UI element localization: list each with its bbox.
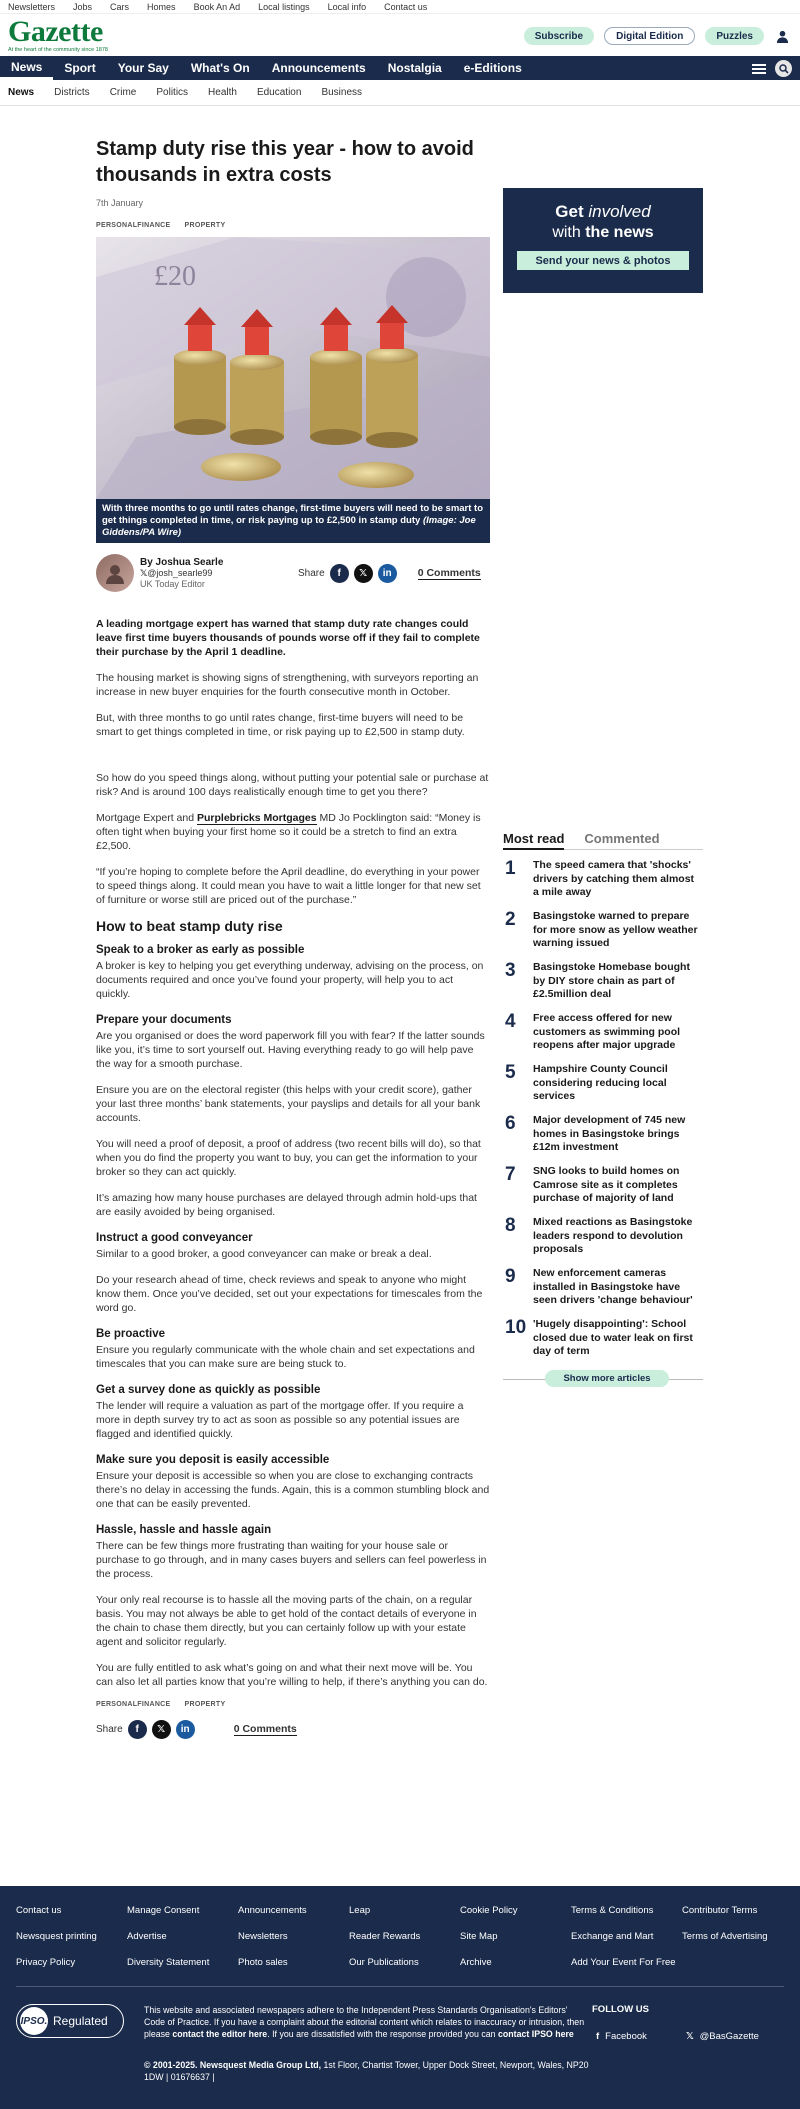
- most-read-item[interactable]: [503, 1266, 703, 1317]
- footer-link[interactable]: Advertise: [127, 1931, 167, 1942]
- purplebricks-link[interactable]: Purplebricks Mortgages: [196, 812, 317, 824]
- footer-link[interactable]: Manage Consent: [127, 1905, 200, 1916]
- footer-link[interactable]: Contact us: [16, 1905, 62, 1916]
- paragraph: The lender will require a valuation as part of the mortgage offer. If you require a more in depth survey try to act as soon as possible so any potential issues are flagged and identified quickly.: [96, 1400, 464, 1440]
- most-read-rank: 1: [505, 858, 516, 879]
- util-link-homes[interactable]: Homes: [147, 1, 176, 12]
- x-share-icon[interactable]: 𝕏: [354, 564, 373, 583]
- nav-whats-on[interactable]: What's On: [190, 61, 250, 75]
- tag-personal-finance[interactable]: PERSONALFINANCE: [96, 222, 171, 229]
- paragraph: Ensure you are on the electoral register (this helps with your credit score), gather your last three months’ bank statements, your payslips and details for all your bank accounts.: [96, 1084, 481, 1124]
- most-read-item[interactable]: [503, 1011, 703, 1062]
- most-read-rank: 5: [505, 1062, 516, 1083]
- subscribe-button[interactable]: Subscribe: [524, 27, 594, 45]
- footer-link[interactable]: Add Your Event For Free: [571, 1957, 676, 1968]
- hamburger-menu-icon[interactable]: [751, 61, 767, 77]
- paragraph: You are fully entitled to ask what’s going on and what their next move will be. You can also let all parties know that you’re willing to help, if there’s anything you can do.: [96, 1662, 488, 1688]
- send-news-promo: Get involved with the news Send your news & photos: [503, 188, 703, 293]
- paragraph: You will need a proof of deposit, a proof of address (two recent bills will do), so that when you do find the property you want to buy, you can get the information to your broker so they can act quickly.: [96, 1138, 481, 1178]
- share-label: Share: [298, 568, 325, 579]
- most-read-rank: 7: [505, 1164, 516, 1185]
- most-read-rank: 2: [505, 909, 516, 930]
- footer-link[interactable]: Exchange and Mart: [571, 1931, 654, 1942]
- author-name[interactable]: By Joshua Searle: [140, 556, 224, 568]
- paragraph: Your only real recourse is to hassle all the moving parts of the chain, on a regular basis. You may not always be able to get hold of the contact details of everyone in the chain to chase them directly, but you can certainly follow up with your estate agent and solicitor regularly.: [96, 1594, 477, 1648]
- caption-text: With three months to go until rates change, first-time buyers will need to be smart to get things completed in time, or risk paying up to £2,500 in stamp duty: [102, 503, 484, 526]
- paragraph: Mortgage Expert and Purplebricks Mortgages MD Jo Pocklington said: “Money is often tight when buying your first home so it could be a stretch to find an extra £2,500.: [96, 812, 481, 852]
- author-avatar[interactable]: [96, 554, 134, 592]
- footer-link[interactable]: Photo sales: [238, 1957, 288, 1968]
- most-read-title: The speed camera that 'shocks' drivers by catching them almost a mile away: [533, 859, 695, 898]
- footer-link[interactable]: Leap: [349, 1905, 371, 1916]
- article-headline: Stamp duty rise this year - how to avoid thousands in extra costs: [96, 138, 474, 186]
- most-read-title: 'Hugely disappointing': School closed due to water leak on first day of term: [533, 1318, 693, 1357]
- facebook-share-icon[interactable]: f: [128, 1720, 147, 1739]
- article-date: 7th January: [96, 198, 144, 208]
- util-link-book-an-ad[interactable]: Book An Ad: [193, 1, 241, 12]
- facebook-icon: f: [596, 2031, 600, 2042]
- ipso-regulated-badge[interactable]: IPSO. Regulated: [16, 2004, 124, 2038]
- subheading: Speak to a broker as early as possible: [96, 944, 305, 956]
- x-icon: 𝕏: [686, 2031, 694, 2042]
- nav-announcements[interactable]: Announcements: [271, 61, 366, 75]
- most-read-rank: 4: [505, 1011, 516, 1032]
- paragraph: Are you organised or does the word paperwork fill you with fear? If the latter sounds like you, it’s time to sort yourself out. Having everything ready to go will help pave the way for a smooth purchase.: [96, 1030, 485, 1070]
- paragraph: The housing market is showing signs of strengthening, with surveyors reporting an increase in new buyer enquiries for the fourth consecutive month in October.: [96, 672, 479, 698]
- footer-link[interactable]: Terms of Advertising: [682, 1931, 768, 1942]
- subnav-districts[interactable]: Districts: [54, 87, 90, 98]
- most-read-title: New enforcement cameras installed in Basingstoke have seen drivers 'change behaviour': [533, 1267, 693, 1306]
- digital-edition-button[interactable]: Digital Edition: [604, 27, 695, 45]
- paragraph: “If you’re hoping to complete before the April deadline, do everything in your power to speed things along. It could mean you have to wait a little longer for that new set of furniture or worse still are priced out of the purchase.”: [96, 866, 481, 906]
- site-footer: [0, 1886, 800, 2109]
- article: [96, 136, 490, 1739]
- subheading: Be proactive: [96, 1328, 166, 1340]
- tag-property[interactable]: PROPERTY: [184, 222, 226, 229]
- subnav-crime[interactable]: Crime: [109, 87, 137, 98]
- paragraph: Similar to a good broker, a good conveyancer can make or break a deal.: [96, 1248, 432, 1260]
- most-read-title: SNG looks to build homes on Camrose site as it completes purchase of majority of land: [533, 1165, 680, 1204]
- footer-link[interactable]: Newsquest printing: [16, 1931, 97, 1942]
- footer-link[interactable]: Terms & Conditions: [571, 1905, 654, 1916]
- paragraph: It’s amazing how many house purchases are delayed through admin hold-ups that are easily avoided by being organised.: [96, 1192, 477, 1218]
- util-link-cars[interactable]: Cars: [110, 1, 130, 12]
- subheading: Make sure you deposit is easily accessible: [96, 1454, 330, 1466]
- hero-caption: [96, 499, 490, 543]
- most-read-title: Basingstoke warned to prepare for more snow as yellow weather warning issued: [533, 910, 698, 949]
- paragraph: But, with three months to go until rates change, first-time buyers will need to be smart to get things completed in time, or risk paying up to £2,500 in stamp duty.: [96, 712, 465, 738]
- article-tags-bottom: [96, 1701, 490, 1708]
- paragraph: Ensure you regularly communicate with the whole chain and set expectations and timescales that you can make sure are being stuck to.: [96, 1344, 475, 1370]
- most-read-item[interactable]: [503, 1113, 703, 1164]
- subnav-business[interactable]: Business: [321, 87, 363, 98]
- show-more-row: [503, 1370, 703, 1388]
- section-heading: How to beat stamp duty rise: [96, 918, 283, 934]
- most-read-item[interactable]: [503, 960, 703, 1011]
- footer-link[interactable]: Newsletters: [238, 1931, 288, 1942]
- tag-personal-finance[interactable]: PERSONALFINANCE: [96, 1701, 171, 1708]
- paragraph: Do your research ahead of time, check reviews and speak to anyone who might know them. Once you’ve decided, set out your expectations for timescales from the word go.: [96, 1274, 483, 1314]
- x-share-icon[interactable]: 𝕏: [152, 1720, 171, 1739]
- subnav-news[interactable]: News: [8, 87, 35, 98]
- most-read-item[interactable]: [503, 909, 703, 960]
- tag-property[interactable]: PROPERTY: [184, 1701, 226, 1708]
- x-logo-icon: 𝕏: [140, 567, 148, 578]
- subnav-education[interactable]: Education: [256, 87, 302, 98]
- comments-link[interactable]: 0 Comments: [417, 567, 481, 579]
- footer-link[interactable]: Privacy Policy: [16, 1957, 76, 1968]
- byline: [96, 553, 490, 593]
- footer-link[interactable]: Our Publications: [349, 1957, 419, 1968]
- footer-link[interactable]: Reader Rewards: [349, 1931, 421, 1942]
- share-label: Share: [96, 1724, 123, 1735]
- most-read-title: Hampshire County Council considering reducing local services: [533, 1063, 668, 1102]
- caption-credit: (Image: Joe Giddens/PA Wire): [102, 515, 476, 538]
- paragraph: A broker is key to helping you get everything underway, advising on the process, on documents required and once you’ve found your property, will help you to act quickly.: [96, 960, 484, 1000]
- tab-most-read[interactable]: Most read: [503, 831, 564, 850]
- ipso-statement: This website and associated newspapers adhere to the Independent Press Standards Organisation's Editors' Code of Practice. If you have a complaint about the editorial content which relates to inaccuracy or intrusion, then please contact the editor here. If you are dissatisfied with the response provided you can contact IPSO here: [144, 2005, 585, 2039]
- sub-nav: [0, 80, 800, 106]
- logo-tagline: At the heart of the community since 1878: [8, 46, 108, 53]
- account-icon[interactable]: [774, 28, 790, 44]
- footer-facebook-link[interactable]: f Facebook: [596, 2031, 647, 2042]
- paragraph: So how do you speed things along, without putting your potential sale or purchase at risk? And is around 100 days realistically enough time to get you there?: [96, 772, 489, 798]
- most-read-item[interactable]: [503, 1062, 703, 1113]
- author-handle: @josh_searle99: [147, 567, 213, 578]
- util-link-local-info[interactable]: Local info: [327, 1, 367, 12]
- footer-divider: [16, 1986, 784, 1987]
- subnav-politics[interactable]: Politics: [156, 87, 189, 98]
- ipso-logo-icon: IPSO.: [20, 2007, 48, 2035]
- tab-commented[interactable]: Commented: [584, 831, 660, 846]
- paragraph: There can be few things more frustrating than waiting for your house sale or purchase to go through, and in many cases buyers and sellers can feel powerless in the process.: [96, 1540, 487, 1580]
- util-link-jobs[interactable]: Jobs: [73, 1, 93, 12]
- masthead: [0, 14, 800, 56]
- linkedin-share-icon[interactable]: in: [378, 564, 397, 583]
- footer-links: [16, 1905, 793, 1968]
- svg-text:£20: £20: [154, 261, 196, 292]
- most-read-title: Free access offered for new customers as swimming pool reopens after major upgrade: [533, 1012, 681, 1051]
- lead-paragraph: A leading mortgage expert has warned that stamp duty rate changes could leave first time buyers thousands of pounds worse off if they fail to complete their purchase by the April 1 deadline.: [96, 618, 480, 658]
- nav-news[interactable]: News: [0, 56, 53, 80]
- author-role: UK Today Editor: [140, 578, 205, 589]
- subheading: Instruct a good conveyancer: [96, 1232, 253, 1244]
- most-read-rank: 10: [505, 1317, 527, 1338]
- most-read-rank: 9: [505, 1266, 516, 1287]
- contact-ipso-link[interactable]: contact IPSO here: [498, 2029, 574, 2039]
- footer-link[interactable]: Contributor Terms: [682, 1905, 758, 1916]
- main-nav: [0, 56, 800, 80]
- logo-wordmark: Gazette: [8, 14, 103, 48]
- nav-sport[interactable]: Sport: [64, 61, 96, 75]
- footer-link[interactable]: Cookie Policy: [460, 1905, 518, 1916]
- footer-twitter-link[interactable]: 𝕏 @BasGazette: [686, 2031, 759, 2042]
- site-logo[interactable]: [8, 14, 108, 54]
- util-link-local-listings[interactable]: Local listings: [258, 1, 310, 12]
- footer-link[interactable]: Announcements: [238, 1905, 307, 1916]
- article-body: [96, 617, 490, 1689]
- page-content: [0, 106, 800, 1966]
- most-read-rank: 6: [505, 1113, 516, 1134]
- utility-bar: [0, 0, 800, 14]
- show-more-button[interactable]: Show more articles: [545, 1370, 669, 1387]
- most-read-item[interactable]: [503, 1215, 703, 1266]
- puzzles-button[interactable]: Puzzles: [705, 27, 764, 45]
- most-read-rank: 3: [505, 960, 516, 981]
- contact-editor-link[interactable]: contact the editor here: [172, 2029, 268, 2039]
- most-read-item[interactable]: [503, 858, 703, 909]
- copyright: © 2001-2025. Newsquest Media Group Ltd, 1st Floor, Chartist Tower, Upper Dock Street, Newport, Wales, NP20 1DW | 01676637 |: [144, 2060, 589, 2082]
- most-read-item[interactable]: [503, 1317, 703, 1368]
- most-read-rank: 8: [505, 1215, 516, 1236]
- article-tags: [96, 222, 490, 229]
- share-bar-bottom: [96, 1720, 490, 1739]
- linkedin-share-icon[interactable]: in: [176, 1720, 195, 1739]
- share-bar-top: [298, 564, 481, 583]
- most-read-widget: [503, 831, 703, 1388]
- footer-link[interactable]: Diversity Statement: [127, 1957, 210, 1968]
- search-icon[interactable]: [775, 60, 792, 77]
- subnav-health[interactable]: Health: [208, 87, 237, 98]
- author-handle-row[interactable]: [140, 568, 223, 579]
- send-news-button[interactable]: Send your news & photos: [517, 251, 689, 270]
- util-link-contact-us[interactable]: Contact us: [384, 1, 428, 12]
- subheading: Hassle, hassle and hassle again: [96, 1524, 272, 1536]
- util-link-newsletters[interactable]: Newsletters: [8, 1, 56, 12]
- most-read-title: Mixed reactions as Basingstoke leaders respond to devolution proposals: [533, 1216, 693, 1255]
- facebook-share-icon[interactable]: f: [330, 564, 349, 583]
- most-read-title: Major development of 745 new homes in Basingstoke brings £12m investment: [533, 1114, 686, 1153]
- footer-link[interactable]: Site Map: [460, 1931, 498, 1942]
- footer-link[interactable]: Archive: [460, 1957, 492, 1968]
- subheading: Get a survey done as quickly as possible: [96, 1384, 321, 1396]
- comments-link[interactable]: 0 Comments: [233, 1723, 297, 1735]
- follow-us-heading: FOLLOW US: [592, 2004, 649, 2015]
- most-read-item[interactable]: [503, 1164, 703, 1215]
- nav-your-say[interactable]: Your Say: [117, 61, 169, 75]
- paragraph: Ensure your deposit is accessible so when you are close to exchanging contracts there’s no delay in accessing the funds. Again, this is a common stumbling block and one that can be easily prevented.: [96, 1470, 490, 1510]
- nav-nostalgia[interactable]: Nostalgia: [387, 61, 442, 75]
- nav-e-editions[interactable]: e-Editions: [463, 61, 522, 75]
- subheading: Prepare your documents: [96, 1014, 232, 1026]
- most-read-title: Basingstoke Homebase bought by DIY store chain as part of £2.5million deal: [533, 961, 690, 1000]
- most-read-list: [503, 858, 703, 1368]
- hero-image: [96, 237, 490, 499]
